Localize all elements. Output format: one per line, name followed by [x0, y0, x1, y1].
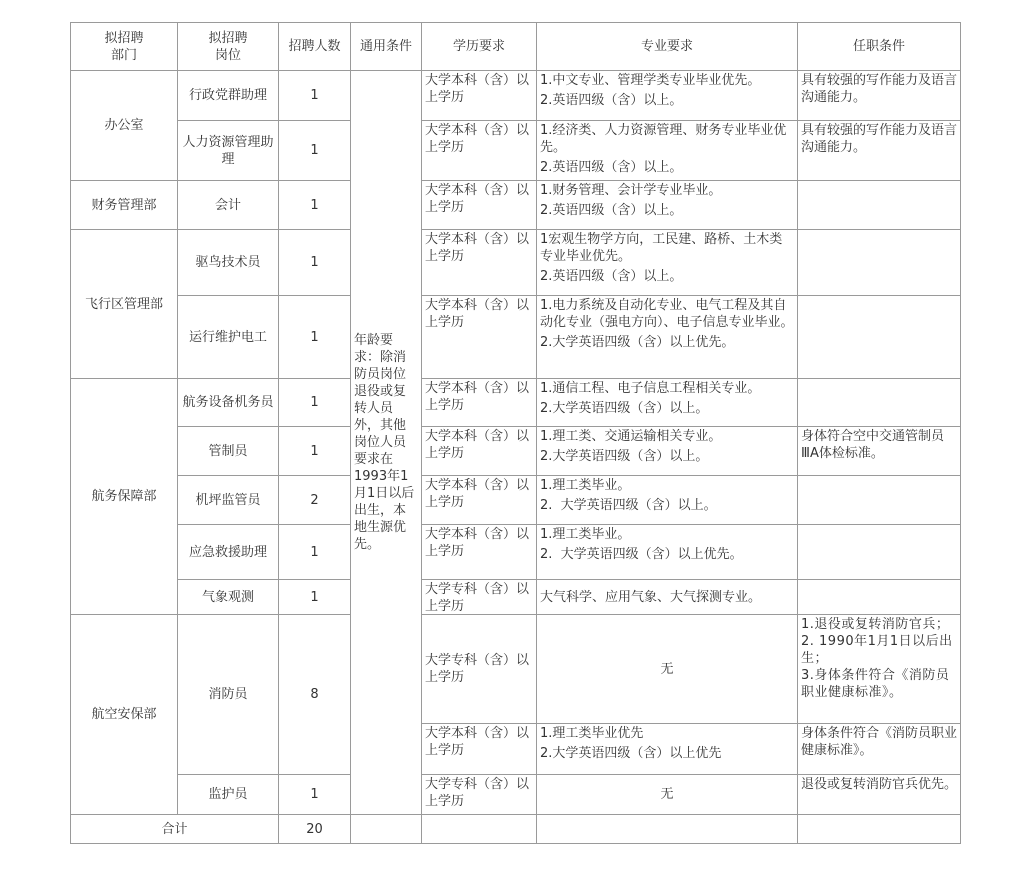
edu-cell: 大学本科（含）以上学历: [421, 180, 537, 230]
count-cell: 1: [278, 120, 351, 181]
edu-cell: 大学专科（含）以上学历: [421, 579, 537, 615]
header-duty: 任职条件: [797, 22, 961, 71]
count-cell: 1: [278, 524, 351, 580]
total-duty-empty: [797, 814, 961, 844]
major-cell: [536, 524, 798, 580]
count-cell: 1: [278, 774, 351, 815]
header-count: 招聘人数: [278, 22, 351, 71]
position-cell: 应急救援助理: [177, 524, 279, 580]
dept-office: 办公室: [70, 70, 178, 181]
major-line: 大气科学、应用气象、大气探测专业。: [540, 589, 762, 605]
major-line: 1宏观生物学方向，工民建、路桥、土木类专业毕业优先。: [540, 232, 783, 264]
duty-cell: [797, 614, 961, 724]
duty-line: 3.身体条件符合《消防员职业健康标准》。: [801, 668, 950, 700]
dept-finance: 财务管理部: [70, 180, 178, 230]
duty-cell: [797, 579, 961, 615]
major-line: 2.大学英语四级（含）以上。: [540, 449, 709, 464]
edu-cell: 大学本科（含）以上学历: [421, 475, 537, 525]
duty-cell: [797, 475, 961, 525]
duty-cell: 具有较强的写作能力及语言沟通能力。: [797, 70, 961, 121]
major-line: 1.中文专业、管理学类专业毕业优先。: [540, 73, 761, 88]
edu-cell: 大学本科（含）以上学历: [421, 70, 537, 121]
major-cell: [536, 180, 798, 230]
position-cell: 会计: [177, 180, 279, 230]
major-cell: [536, 120, 798, 181]
header-edu: 学历要求: [421, 22, 537, 71]
duty-cell: [797, 229, 961, 296]
total-label: 合计: [70, 814, 279, 844]
duty-line: 1.退役或复转消防官兵；: [801, 617, 950, 632]
major-line: 1.理工类、交通运输相关专业。: [540, 429, 722, 444]
total-count: 20: [278, 814, 351, 844]
position-cell: 消防员: [177, 614, 279, 775]
total-major-empty: [536, 814, 798, 844]
duty-cell: [797, 524, 961, 580]
major-cell: [536, 295, 798, 379]
major-line: 2.大学英语四级（含）以上。: [540, 401, 709, 416]
major-line: 2.英语四级（含）以上。: [540, 160, 683, 175]
count-cell: 1: [278, 378, 351, 427]
major-line: 1.通信工程、电子信息工程相关专业。: [540, 381, 761, 396]
header-position-line2: 岗位: [214, 47, 241, 63]
major-cell: [536, 378, 798, 427]
major-line: 2.大学英语四级（含）以上优先: [540, 746, 722, 761]
count-cell: 2: [278, 475, 351, 525]
position-cell: 气象观测: [177, 579, 279, 615]
header-position: [177, 22, 279, 71]
header-dept-line2: 部门: [110, 47, 137, 63]
major-line: 1.理工类毕业优先: [540, 726, 644, 741]
edu-cell: [421, 614, 537, 724]
edu-cell: 大学本科（含）以上学历: [421, 524, 537, 580]
count-cell: 1: [278, 295, 351, 379]
major-line: 2. 大学英语四级（含）以上优先。: [540, 547, 743, 562]
dept-nav: 航务保障部: [70, 378, 178, 615]
major-line: 2.英语四级（含）以上。: [540, 203, 683, 218]
position-cell: 驱鸟技术员: [177, 229, 279, 296]
duty-cell: [797, 180, 961, 230]
major-cell: 无: [536, 774, 798, 815]
edu-cell: 大学专科（含）以上学历: [421, 774, 537, 815]
header-dept-line1: 拟招聘: [104, 30, 144, 46]
position-cell: 管制员: [177, 426, 279, 476]
duty-cell: 身体符合空中交通管制员ⅢA体检标准。: [797, 426, 961, 476]
major-cell: [536, 426, 798, 476]
duty-cell: [797, 378, 961, 427]
general-condition-text: 年龄要求：除消防员岗位退役或复转人员外，其他岗位人员要求在1993年1月1日以后出生，本地生源优先。: [354, 333, 415, 552]
major-line: 2.英语四级（含）以上。: [540, 269, 683, 284]
duty-cell: 具有较强的写作能力及语言沟通能力。: [797, 120, 961, 181]
major-cell: 无: [536, 614, 798, 724]
major-cell: [536, 723, 798, 775]
edu-cell: 大学本科（含）以上学历: [421, 723, 537, 775]
duty-cell: [797, 295, 961, 379]
position-cell: 监护员: [177, 774, 279, 815]
duty-line: 2. 1990年1月1日以后出生；: [801, 634, 953, 666]
total-general-empty: [350, 814, 422, 844]
major-line: 2.大学英语四级（含）以上优先。: [540, 335, 735, 350]
major-line: 1.电力系统及自动化专业、电气工程及其自动化专业（强电方向）、电子信息专业毕业。: [540, 298, 794, 330]
major-line: 1.经济类、人力资源管理、财务专业毕业优先。: [540, 123, 787, 155]
major-line: 1.理工类毕业。: [540, 478, 631, 493]
header-position-line1: 拟招聘: [208, 30, 248, 46]
major-cell: [536, 475, 798, 525]
major-line: 2. 大学英语四级（含）以上。: [540, 498, 717, 513]
count-cell: 8: [278, 614, 351, 775]
position-cell: 运行维护电工: [177, 295, 279, 379]
major-cell: [536, 70, 798, 121]
position-cell: 机坪监管员: [177, 475, 279, 525]
count-cell: 1: [278, 229, 351, 296]
count-cell: 1: [278, 579, 351, 615]
header-general: 通用条件: [350, 22, 422, 71]
count-cell: 1: [278, 70, 351, 121]
major-line: 1.理工类毕业。: [540, 527, 631, 542]
position-cell: 人力资源管理助理: [177, 120, 279, 181]
position-cell: 航务设备机务员: [177, 378, 279, 427]
header-major: 专业要求: [536, 22, 798, 71]
total-edu-empty: [421, 814, 537, 844]
major-cell: [536, 229, 798, 296]
general-condition: [350, 70, 422, 815]
edu-cell: 大学本科（含）以上学历: [421, 426, 537, 476]
edu-cell: 大学本科（含）以上学历: [421, 229, 537, 296]
count-cell: 1: [278, 180, 351, 230]
edu-cell: 大学本科（含）以上学历: [421, 120, 537, 181]
count-cell: 1: [278, 426, 351, 476]
header-dept: [70, 22, 178, 71]
dept-flight: 飞行区管理部: [70, 229, 178, 379]
major-line: 2.英语四级（含）以上。: [540, 93, 683, 108]
dept-security: 航空安保部: [70, 614, 178, 815]
recruitment-table: [70, 22, 961, 844]
duty-cell: 退役或复转消防官兵优先。: [797, 774, 961, 815]
edu-text: 大学专科（含）以上学历: [425, 653, 530, 685]
edu-cell: 大学本科（含）以上学历: [421, 295, 537, 379]
major-line: 1.财务管理、会计学专业毕业。: [540, 183, 722, 198]
edu-cell: 大学本科（含）以上学历: [421, 378, 537, 427]
position-cell: 行政党群助理: [177, 70, 279, 121]
duty-cell: 身体条件符合《消防员职业健康标准》。: [797, 723, 961, 775]
major-cell: [536, 579, 798, 615]
